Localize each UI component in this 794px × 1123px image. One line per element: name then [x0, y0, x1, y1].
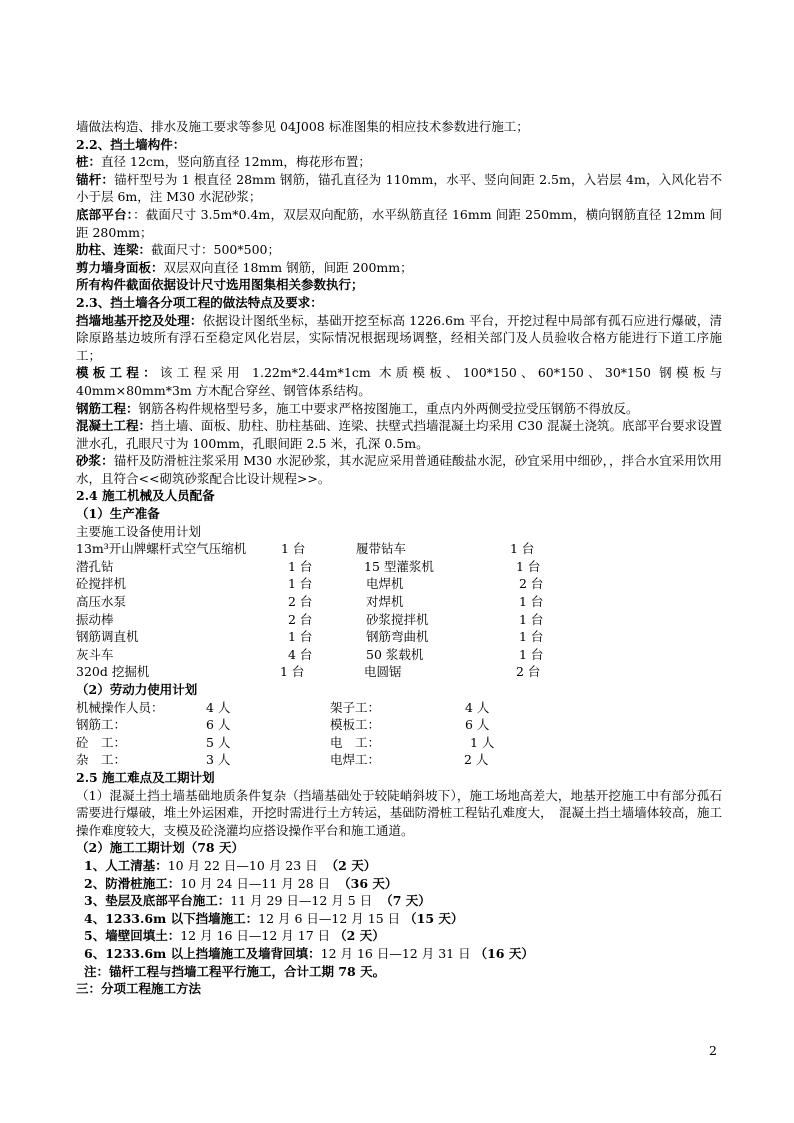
term-text: 依据设计图纸坐标，基础开挖至标高 1226.6m 平台，开挖过程中局部有孤石应进行爆破，清除原路基边坡所有浮石至稳定风化岩层，实际情况根据现场调整，经相关部门及人员验收合格方能进行下道工序施工； [76, 312, 722, 363]
task-dates: 12 月 6 日—12 月 15 日 [258, 910, 401, 926]
labor-role: 机械操作人员： [76, 699, 164, 715]
task-duration: （7 天） [380, 893, 431, 909]
labor-role: 砼 工： [76, 734, 127, 750]
task-dates: 10 月 24 日—11 月 28 日 [180, 875, 331, 891]
task-duration: （15 天） [404, 910, 464, 926]
labor-role: 架子工： [330, 699, 381, 715]
table-row [76, 751, 722, 769]
equipment-qty: 1 台 [288, 629, 313, 645]
task-dates: 10 月 22 日—10 月 23 日 [167, 857, 318, 873]
term-text: 该工程采用 1.22m*2.44m*1cm 木质模板、100*150、60*150、30*150 钢模板与 40mm×80mm*3m 方木配合穿丝、钢管体系结构。 [76, 365, 722, 398]
equipment-name: 13m³开山牌螺杆式空气压缩机 [76, 541, 247, 557]
note: 注：锚杆工程与挡墙工程平行施工，合计工期 78 天。 [84, 963, 386, 979]
task-name: 3、垫层及底部平台施工： [84, 893, 231, 909]
labor-count: 6 人 [465, 717, 490, 733]
task-name: 2、防滑桩施工： [84, 875, 181, 891]
table-row [76, 575, 722, 593]
list-item [76, 892, 722, 910]
table-row [76, 716, 722, 734]
task-duration: （36 天） [338, 875, 398, 891]
term-text: 双层双向直径 18mm 钢筋，间距 200mm； [163, 259, 413, 275]
list-item [76, 857, 722, 875]
equipment-qty: 1 台 [516, 558, 541, 574]
paragraph [76, 259, 722, 277]
equipment-name: 15 型灌浆机 [364, 558, 434, 574]
task-duration: （2 天） [334, 928, 385, 944]
paragraph: （1）混凝土挡土墙基础地质条件复杂（挡墙基础处于较陡峭斜坡下），施工场地高差大，地基开挖施工中有部分孤石需要进行爆破，堆土外运困难，开挖时需进行土方转运，基础防滑桩工程钻孔难度大， 混凝土挡土墙墙体较高，施工操作难度较大，支模及砼浇灌均应搭设操作平台和施工通道。 [76, 787, 722, 838]
paragraph [76, 206, 722, 241]
term-text: 钢筋各构件规格型号多，施工中要求严格按图施工，重点内外两侧受拉受压钢筋不得放反。 [138, 400, 639, 416]
paragraph [76, 417, 722, 452]
equipment-qty: 1 台 [519, 611, 544, 627]
table-row [76, 628, 722, 646]
subsection-heading: （2）施工工期计划（78 天） [76, 840, 244, 856]
section-heading: 2.2、挡土墙构件： [76, 136, 186, 152]
labor-table [76, 699, 722, 769]
section-heading: 2.5 施工难点及工期计划 [76, 769, 215, 785]
paragraph [76, 400, 722, 418]
term: 挡墙地基开挖及处理： [76, 312, 203, 328]
section-heading: 2.4 施工机械及人员配备 [76, 488, 215, 504]
bold-line: 所有构件截面依据设计尺寸选用图集相关参数执行； [76, 277, 364, 293]
equipment-qty: 1 台 [519, 629, 544, 645]
equipment-qty: 1 台 [280, 664, 305, 680]
equipment-qty: 1 台 [281, 541, 306, 557]
table-row [76, 593, 722, 611]
term-text: 锚杆型号为 1 根直径 28mm 钢筋，锚孔直径为 110mm，水平、竖向间距 2.5m，入岩层 4m，入风化岩不小于层 6m，注 M30 水泥砂浆； [76, 171, 722, 205]
text-line: 主要施工设备使用计划 [76, 523, 202, 539]
equipment-name: 50 浆载机 [366, 646, 424, 662]
term-text: ：截面尺寸 3.5m*0.4m，双层双向配筋，水平纵筋直径 16mm 间距 250mm，横向钢筋直径 12mm 间距 280mm； [76, 206, 722, 240]
document-page [76, 118, 722, 998]
equipment-qty: 2 台 [516, 664, 541, 680]
table-row [76, 663, 722, 681]
term-text: 挡土墙、面板、肋柱、肋柱基础、连梁、扶壁式挡墙混凝土均采用 C30 混凝土浇筑。底部平台要求设置泄水孔，孔眼尺寸为 100mm，孔眼间距 2.5 米，孔深 0.5m。 [76, 418, 722, 451]
equipment-qty: 2 台 [519, 576, 544, 592]
task-duration: （16 天） [474, 945, 534, 961]
schedule-list [76, 857, 722, 963]
equipment-qty: 1 台 [519, 646, 544, 662]
term: 底部平台： [76, 206, 134, 222]
task-dates: 12 月 16 日—12 月 17 日 [180, 928, 331, 944]
equipment-name: 钢筋弯曲机 [366, 629, 429, 645]
page-number: 2 [709, 1043, 717, 1058]
equipment-name: 电圆锯 [364, 664, 402, 680]
text-line: 墙做法构造、排水及施工要求等参见 04J008 标准图集的相应技术参数进行施工； [76, 119, 529, 134]
subsection-heading: （1）生产准备 [76, 506, 160, 522]
labor-role: 模板工： [330, 717, 381, 733]
paragraph [76, 312, 722, 365]
labor-role: 电焊工： [330, 752, 381, 768]
labor-count: 4 人 [206, 699, 231, 715]
labor-role: 钢筋工： [76, 717, 127, 733]
labor-count: 4 人 [465, 699, 490, 715]
term: 模板工程： [76, 365, 160, 381]
equipment-name: 砂浆搅拌机 [366, 611, 429, 627]
list-item [76, 875, 722, 893]
equipment-qty: 1 台 [519, 594, 544, 610]
term: 锚杆： [76, 171, 115, 187]
paragraph [76, 364, 722, 399]
term: 肋柱、连梁： [76, 242, 152, 258]
equipment-qty: 2 台 [288, 594, 313, 610]
labor-count: 3 人 [206, 752, 231, 768]
equipment-qty: 1 台 [288, 558, 313, 574]
equipment-qty: 2 台 [288, 611, 313, 627]
paragraph [76, 171, 722, 206]
labor-role: 杂 工： [76, 752, 127, 768]
equipment-name: 电焊机 [366, 576, 404, 592]
section-heading: 三：分项工程施工方法 [76, 981, 202, 997]
table-row [76, 611, 722, 629]
equipment-name: 振动棒 [76, 611, 114, 627]
labor-count: 1 人 [470, 734, 495, 750]
table-row [76, 699, 722, 717]
term: 砂浆： [76, 453, 114, 469]
paragraph [76, 241, 722, 259]
task-name: 4、1233.6m 以下挡墙施工： [84, 910, 259, 926]
term: 混凝土工程： [76, 418, 152, 434]
term-text: 截面尺寸：500*500； [151, 242, 280, 258]
equipment-name: 潜孔钻 [76, 558, 114, 574]
term-text: 锚杆及防滑桩注浆采用 M30 水泥砂浆，其水泥应采用普通硅酸盐水泥，砂宜采用中细砂，，拌合水宜采用饮用水，且符合<<砌筑砂浆配合比设计规程>>。 [76, 453, 722, 486]
subsection-heading: （2）劳动力使用计划 [76, 682, 198, 697]
labor-count: 5 人 [206, 734, 231, 750]
equipment-qty: 4 台 [288, 646, 313, 662]
list-item [76, 927, 722, 945]
paragraph [76, 153, 722, 171]
task-duration: （2 天） [325, 857, 377, 873]
paragraph [76, 452, 722, 487]
term: 桩： [76, 154, 102, 170]
equipment-name: 履带钻车 [356, 541, 407, 557]
task-name: 6、1233.6m 以上挡墙施工及墙背回填： [84, 945, 321, 961]
equipment-name: 灰斗车 [76, 646, 114, 662]
equipment-qty: 1 台 [510, 541, 535, 557]
equipment-name: 对焊机 [366, 594, 404, 610]
list-item [76, 910, 722, 928]
table-row [76, 540, 722, 558]
table-row [76, 558, 722, 576]
term-text: 直径 12cm，竖向筋直径 12mm，梅花形布置； [101, 154, 371, 170]
equipment-name: 高压水泵 [76, 594, 127, 610]
task-name: 5、墙壁回填土： [84, 928, 181, 944]
section-heading: 2.3、挡土墙各分项工程的做法特点及要求： [76, 294, 323, 310]
equipment-name: 320d 挖掘机 [76, 664, 150, 680]
labor-count: 6 人 [206, 717, 231, 733]
list-item [76, 945, 722, 963]
term: 钢筋工程： [76, 400, 139, 416]
task-dates: 11 月 29 日—12 月 5 日 [230, 893, 373, 909]
table-row [76, 646, 722, 664]
equipment-table [76, 540, 722, 681]
equipment-name: 钢筋调直机 [76, 629, 139, 645]
table-row [76, 734, 722, 752]
equipment-qty: 1 台 [288, 576, 313, 592]
labor-role: 电 工： [330, 734, 381, 750]
task-name: 1、人工清基： [84, 857, 168, 873]
term: 剪力墙身面板： [76, 259, 164, 275]
equipment-name: 砼搅拌机 [76, 576, 127, 592]
task-dates: 12 月 16 日—12 月 31 日 [320, 945, 471, 961]
labor-count: 2 人 [464, 752, 489, 768]
